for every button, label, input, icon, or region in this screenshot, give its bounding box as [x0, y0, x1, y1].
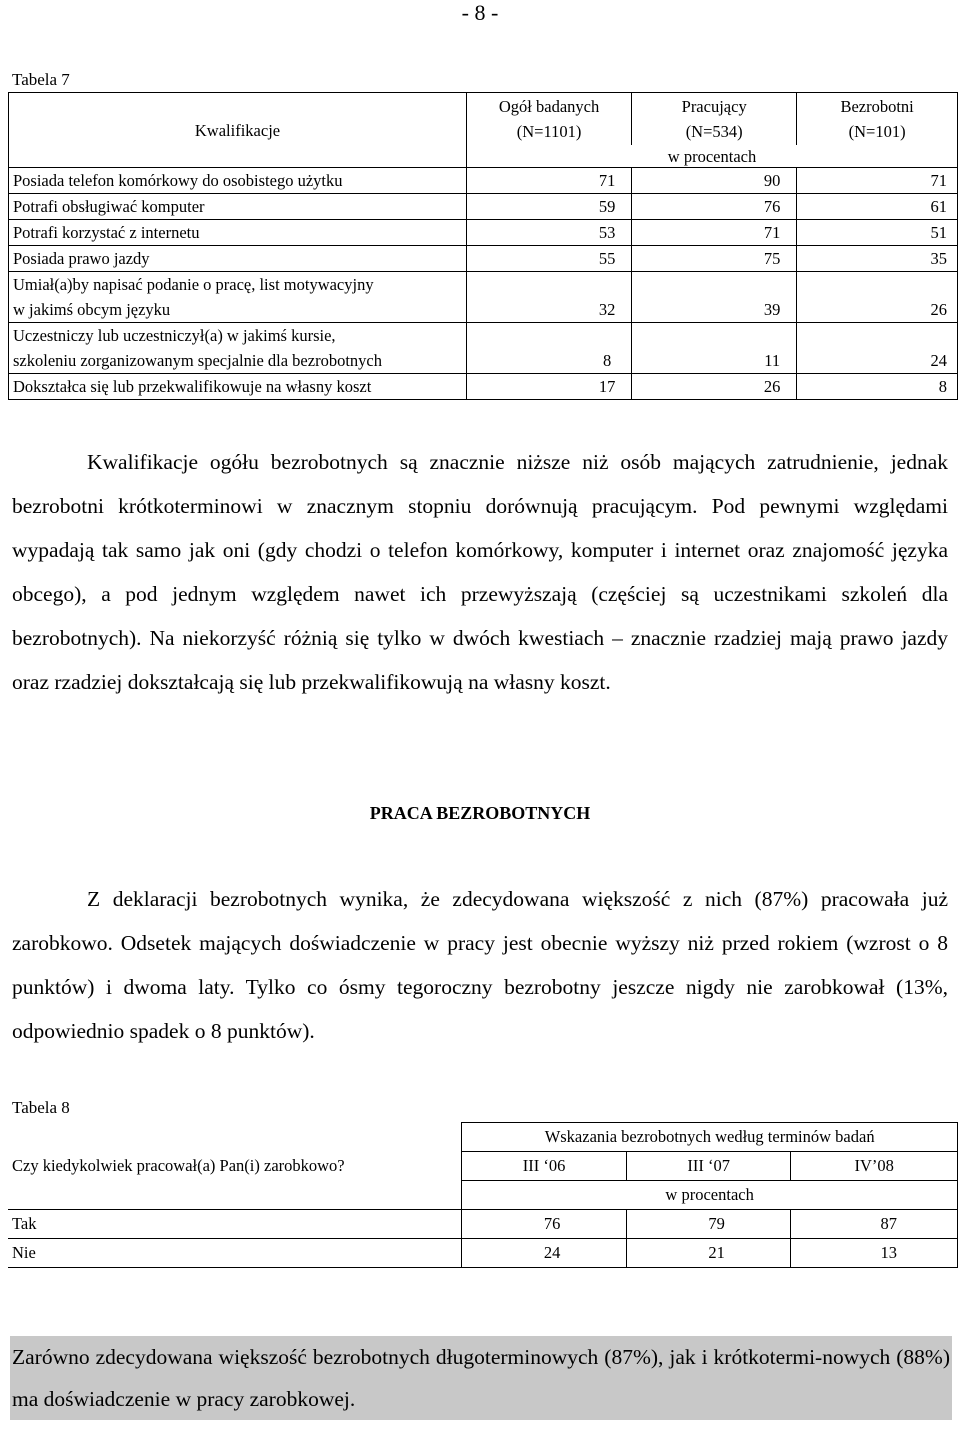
value-employed: 76 — [632, 194, 797, 220]
table-row — [9, 374, 958, 400]
value-unemployed: 8 — [797, 374, 958, 400]
table8-caption: Tabela 8 — [12, 1098, 70, 1117]
table7-header-all — [467, 93, 632, 146]
value-unemployed: 71 — [797, 168, 958, 194]
row-label: Potrafi korzystać z internetu — [9, 220, 467, 246]
row-label: Posiada prawo jazdy — [9, 246, 467, 272]
table-row — [8, 1239, 958, 1268]
row-label — [9, 323, 467, 374]
row-value: 87 — [791, 1210, 958, 1239]
value-unemployed: 24 — [797, 323, 958, 374]
value-employed: 26 — [632, 374, 797, 400]
value-employed: 90 — [632, 168, 797, 194]
section-heading: PRACA BEZROBOTNYCH — [369, 803, 591, 823]
table-row — [9, 168, 958, 194]
value-unemployed: 26 — [797, 272, 958, 323]
header-all-label: Ogół badanych — [498, 97, 600, 116]
row-value: 21 — [626, 1239, 791, 1268]
row-label-line2: w jakimś obcym języku — [13, 300, 171, 319]
row-value: 76 — [462, 1210, 627, 1239]
row-label: Posiada telefon komórkowy do osobistego użytku — [9, 168, 467, 194]
table-row — [9, 246, 958, 272]
value-all: 71 — [467, 168, 632, 194]
value-all: 59 — [467, 194, 632, 220]
table-row — [8, 1210, 958, 1239]
table7-header-row — [9, 93, 958, 146]
table8-term: IV’08 — [791, 1152, 958, 1181]
table8-term: III ‘06 — [462, 1152, 627, 1181]
table7-unit: w procentach — [467, 145, 958, 168]
header-all-n: (N=1101) — [516, 122, 582, 141]
paragraph-text: Z deklaracji bezrobotnych wynika, że zdecydowana większość z nich (87%) pracowała już zarobkowo. Odsetek mających doświadczenie w pracy jest obecnie wyższy niż przed rokiem (wzrost o 8 punktów) i dwoma laty. Tylko co ósmy tegoroczny bezrobotny jeszcze nigdy nie zarobkował (13%, odpowiednio spadek o 8 punktów). — [12, 887, 948, 1043]
table7-header-qualifications: Kwalifikacje — [9, 93, 467, 168]
row-value: 13 — [791, 1239, 958, 1268]
table-row — [9, 220, 958, 246]
value-unemployed: 51 — [797, 220, 958, 246]
paragraph-work-experience — [12, 877, 948, 1053]
row-value: 79 — [626, 1210, 791, 1239]
row-label-line1: Umiał(a)by napisać podanie o pracę, list motywacyjny — [13, 275, 374, 294]
row-value: 24 — [462, 1239, 627, 1268]
row-label: Nie — [8, 1239, 462, 1268]
table8-term: III ‘07 — [626, 1152, 791, 1181]
value-unemployed: 61 — [797, 194, 958, 220]
header-unemployed-label: Bezrobotni — [840, 97, 914, 116]
row-label — [9, 272, 467, 323]
table-row — [9, 194, 958, 220]
value-all: 55 — [467, 246, 632, 272]
highlight-box — [10, 1336, 952, 1420]
table7-header-unemployed — [797, 93, 958, 146]
table-row — [9, 323, 958, 374]
table7 — [8, 92, 958, 400]
header-unemployed-n: (N=101) — [848, 122, 906, 141]
value-employed: 11 — [632, 323, 797, 374]
value-employed: 39 — [632, 272, 797, 323]
header-employed-label: Pracujący — [681, 97, 747, 116]
row-label: Tak — [8, 1210, 462, 1239]
table8-question: Czy kiedykolwiek pracował(a) Pan(i) zarobkowo? — [8, 1123, 462, 1210]
table8-unit: w procentach — [462, 1181, 958, 1210]
header-employed-n: (N=534) — [685, 122, 743, 141]
table7-header-employed — [632, 93, 797, 146]
row-label-line2: szkoleniu zorganizowanym specjalnie dla bezrobotnych — [13, 351, 382, 370]
row-label: Potrafi obsługiwać komputer — [9, 194, 467, 220]
value-employed: 71 — [632, 220, 797, 246]
row-label: Dokształca się lub przekwalifikowuje na własny koszt — [9, 374, 467, 400]
value-employed: 75 — [632, 246, 797, 272]
value-all: 32 — [467, 272, 632, 323]
table8-group-header: Wskazania bezrobotnych według terminów badań — [462, 1123, 958, 1152]
page-number: - 8 - — [461, 0, 499, 25]
value-unemployed: 35 — [797, 246, 958, 272]
highlight-text: Zarówno zdecydowana większość bezrobotnych długoterminowych (87%), jak i krótkotermi-nowych (88%) ma doświadczenie w pracy zarobkowej. — [12, 1345, 950, 1411]
paragraph-qualifications — [12, 440, 948, 704]
table-row — [9, 272, 958, 323]
paragraph-text: Kwalifikacje ogółu bezrobotnych są znacznie niższe niż osób mających zatrudnienie, jednak bezrobotni krótkoterminowi w znacznym stopniu dorównują pracującym. Pod pewnymi względami wypadają tak samo jak oni (gdy chodzi o telefon komórkowy, komputer i internet oraz znajomość języka obcego), a pod jednym względem nawet ich przewyższają (częściej są uczestnikami szkoleń dla bezrobotnych). Na niekorzyść różnią się tylko w dwóch kwestiach – znacznie rzadziej mają prawo jazdy oraz rzadziej dokształcają się lub przekwalifikowują na własny koszt. — [12, 450, 948, 694]
value-all: 53 — [467, 220, 632, 246]
table8 — [8, 1122, 958, 1268]
value-all: 8 — [467, 323, 632, 374]
table7-caption: Tabela 7 — [12, 70, 70, 89]
row-label-line1: Uczestniczy lub uczestniczył(a) w jakimś kursie, — [13, 326, 336, 345]
value-all: 17 — [467, 374, 632, 400]
